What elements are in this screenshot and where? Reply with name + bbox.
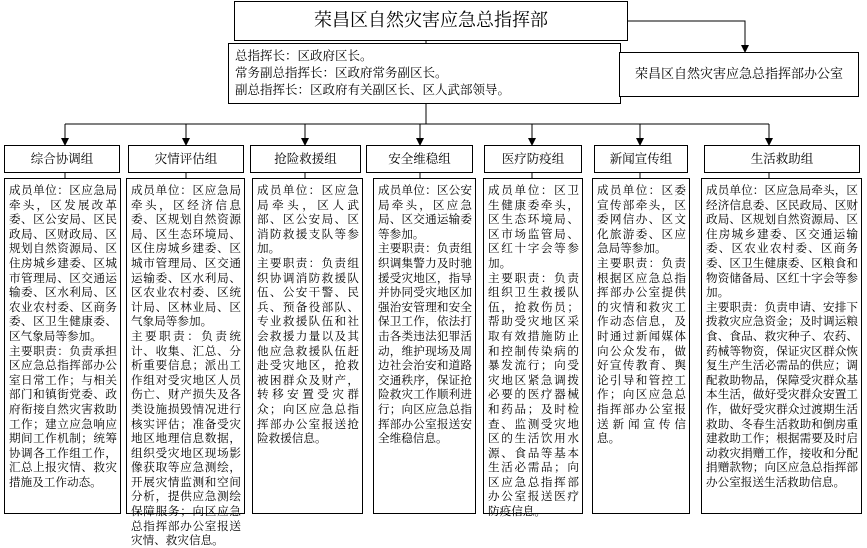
- group-duties: 主要职责：负责组织调集警力及时驰援受灾地区，指导并协同受灾地区加强治安管理和安全保卫工作，依法打击各类违法犯罪活动，维护现场及周边社会治安和道路交通秩序，保证抢险救灾工作顺利进行；向区应急总指挥部办公室报送安全维稳信息。: [378, 241, 472, 446]
- group-comprehensive-coordination-body: [4, 178, 121, 514]
- group-duties: 主要职责：负责承担区应急总指挥部办公室日常工作；与相关部门和镇街党委、政府衔接自然灾害救助工作；建立应急响应期间工作机制；统筹协调各工作组工作，汇总上报灾情、救灾措施及工作动态。: [9, 343, 117, 489]
- group-comprehensive-coordination-title: 综合协调组: [4, 145, 120, 173]
- group-living-relief-title: 生活救助组: [704, 145, 860, 173]
- group-disaster-assessment-body: [126, 178, 245, 548]
- group-security-stability-title: 安全维稳组: [366, 145, 473, 173]
- group-members: 成员单位：区委宣传部牵头，区委网信办、区文化旅游委、区应急局等参加。: [597, 183, 686, 256]
- headquarters-office: 荣昌区自然灾害应急总指挥部办公室: [619, 52, 859, 97]
- group-members: 成员单位：区应急局牵头，区发展改革委、区公安局、区民政局、区财政局、区规划自然资源局、区住房城乡建委、区城市管理局、区交通运输委、区水利局、区农业农村委、区商务委、区卫生健康委、区气象局等参加。: [9, 183, 117, 343]
- headquarters-title: 荣昌区自然灾害应急总指挥部: [234, 1, 628, 41]
- group-living-relief-body: [701, 178, 862, 514]
- group-duties: 主要职责：负责组织卫生救援队伍，抢救伤员；帮助受灾地区采取有效措施防止和控制传染病的暴发流行；向受灾地区紧急调拨必要的医疗器械和药品；及时检查、监测受灾地区的生活饮用水源、食品等基本生活必需品；向区应急总指挥部办公室报送医疗防疫信息。: [488, 270, 579, 519]
- group-rescue-title: 抢险救援组: [250, 145, 361, 173]
- deputy-commanders: 副总指挥长：区政府有关副区长、区人武部领导。: [235, 82, 511, 97]
- executive-deputy-commander: 常务副总指挥长：区政府常务副区长。: [235, 65, 448, 80]
- leadership-box: [228, 43, 621, 104]
- group-news-publicity-title: 新闻宣传组: [594, 145, 688, 173]
- commander-in-chief: 总指挥长：区政府区长。: [235, 48, 373, 63]
- group-disaster-assessment-title: 灾情评估组: [128, 145, 244, 173]
- group-members: 成员单位：区应急局牵头，区经济信息委、区民政局、区财政局、区规划自然资源局、区住房城乡建委、区交通运输委、区农业农村委、区商务委、区卫生健康委、区粮食和物资储备局、区红十字会等参加。: [706, 183, 858, 300]
- group-duties: 主要职责：负责组织协调消防救援队伍、公安干警、民兵、预备役部队、专业救援队伍和社会救援力量以及其他应急救援队伍赶赴受灾地区，抢救被困群众及财产，转移安置受灾群众；向区应急总指挥部办公室报送抢险救援信息。: [257, 255, 359, 446]
- group-rescue-body: [252, 178, 363, 514]
- group-medical-epidemic-title: 医疗防疫组: [484, 145, 582, 173]
- group-members: 成员单位：区公安局牵头，区应急局、区交通运输委等参加。: [378, 183, 472, 241]
- group-members: 成员单位：区应急局牵头，区人武部、区公安局、区消防救援支队等参加。: [257, 183, 359, 256]
- group-members: 成员单位：区应急局牵头，区经济信息委、区规划自然资源局、区生态环境局、区住房城乡建委、区城市管理局、区交通运输委、区水利局、区农业农村委、区统计局、区林业局、区气象局等参加。: [131, 183, 241, 329]
- group-duties: 主要职责：负责根据区应急总指挥部办公室提供的灾情和救灾工作动态信息，及时通过新闻媒体向公众发布，做好宣传教育、舆论引导和管控工作；向区应急总指挥部办公室报送新闻宣传信息。: [597, 255, 686, 446]
- group-duties: 主要职责：负责统计、收集、汇总、分析重要信息；派出工作组对受灾地区人员伤亡、财产损失及各类设施损毁情况进行核实评估；准备受灾地区地理信息数据，组织受灾地区现场影像获取等应急测绘，开展灾情监测和空间分析，提供应急测绘保障服务；向区应急总指挥部办公室报送灾情、救灾信息。: [131, 328, 241, 548]
- group-news-publicity-body: [592, 178, 690, 514]
- group-medical-epidemic-body: [483, 178, 583, 519]
- group-duties: 主要职责：负责申请、安排下拨救灾应急资金；及时调运粮食、食品、救灾种子、农药、药械等物资，保证灾区群众恢复生产生活必需品的供应；调配救助物品，保障受灾群众基本生活，做好受灾群众安置工作，做好受灾群众过渡期生活救助、冬春生活救助和倒房重建救助工作；根据需要及时启动救灾捐赠工作，接收和分配捐赠款物；向区应急总指挥部办公室报送生活救助信息。: [706, 299, 858, 489]
- group-security-stability-body: [373, 178, 476, 514]
- group-members: 成员单位：区卫生健康委牵头，区生态环境局、区市场监管局、区红十字会等参加。: [488, 183, 579, 270]
